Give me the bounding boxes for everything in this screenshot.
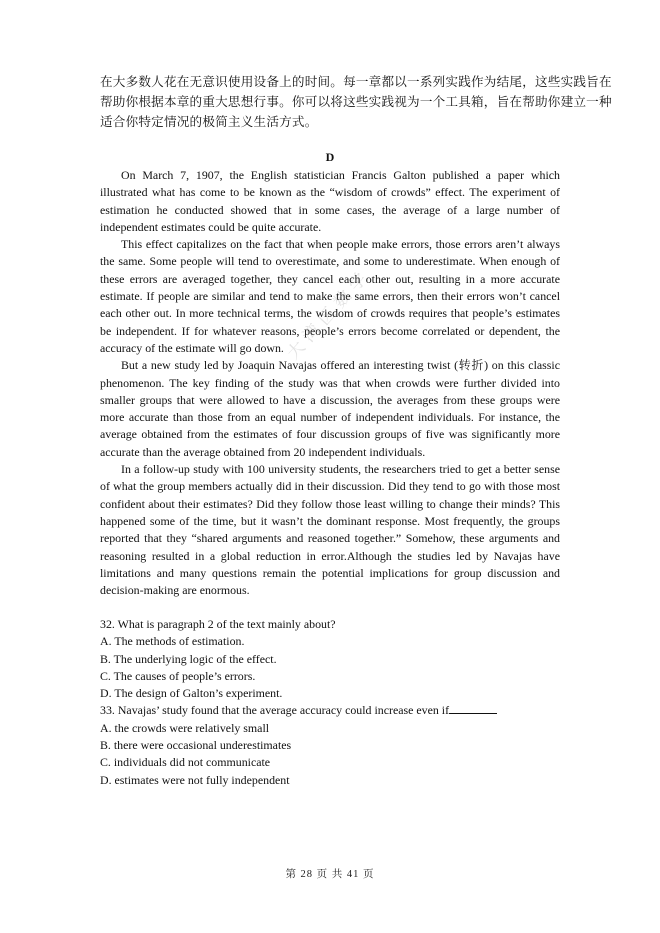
answer-option: C. individuals did not communicate [100, 755, 271, 770]
passage-body [100, 167, 560, 599]
paragraph: But a new study led by Joaquin Navajas offered an interesting twist (转折) on this classic phenomenon. The key finding of the study was that when crowds were further divided into smaller groups that were allowed to have a discussion, the averages from these groups were more accurate than those from an equal number of independent individuals. For instance, the average obtained from the estimates of four discussion groups of five was significantly more accurate than the average obtained from 20 independent individuals. [100, 358, 560, 459]
paragraph: This effect capitalizes on the fact that when people make errors, those errors aren’t always the same. Some people will tend to overestimate, and some to underestimate. When enough of these errors are averaged together, they cancel each other out, resulting in a more accurate estimate. If people are similar and tend to make the same errors, then their errors won’t cancel each other out. In more technical terms, the wisdom of crowds requires that people’s estimates be independent. If for whatever reasons, people’s errors become correlated or dependent, the accuracy of the estimate will go down. [100, 237, 560, 355]
question-stem: 32. What is paragraph 2 of the text mainly about? [100, 617, 336, 631]
section-heading: D [325, 150, 335, 164]
answer-option: B. there were occasional underestimates [100, 738, 292, 753]
paragraph: On March 7, 1907, the English statistician Francis Galton published a paper which illustrated what has come to be known as the “wisdom of crowds” effect. The experiment of estimation he conducted showed that in some cases, the average of a large number of independent estimates could be quite accurate. [100, 168, 560, 234]
answer-option: A. The methods of estimation. [100, 634, 245, 649]
answer-option: A. the crowds were relatively small [100, 720, 270, 735]
questions-section [100, 616, 560, 789]
intro-line: 在大多数人花在无意识使用设备上的时间。每一章都以一系列实践作为结尾，这些实践旨在 [100, 75, 612, 89]
answer-option: B. The underlying logic of the effect. [100, 651, 277, 666]
intro-line: 帮助你根据本章的重大思想行事。你可以将这些实践视为一个工具箱，旨在帮助你建立一种 [100, 95, 612, 109]
intro-line: 适合你特定情况的极简主义生活方式。 [100, 115, 318, 129]
intro-text [100, 72, 612, 132]
answer-option: D. estimates were not fully independent [100, 772, 290, 787]
question-stem-line [100, 702, 560, 719]
answer-option: D. The design of Galton’s experiment. [100, 686, 283, 701]
paragraph: In a follow-up study with 100 university students, the researchers tried to get a better sense of what the group members actually did in their discussion. Did they tend to go with those most confident about their estimates? Did they follow those least willing to change their minds? This happened some of the time, but it wasn’t the dominant response. Most frequently, the groups reported that they “shared arguments and reasoned together.” Somehow, these arguments and reasoning resulted in a global reduction in error.Although the studies led by Navajas have limitations and many questions remain the potential implications for group discussion and decision-making are enormous. [100, 462, 560, 598]
question-stem: 33. Navajas’ study found that the average accuracy could increase even if [100, 703, 450, 718]
answer-option: C. The causes of people’s errors. [100, 668, 256, 683]
answer-blank [449, 702, 497, 714]
page-number-footer: 第 28 页 共 41 页 [285, 869, 375, 880]
watermark: 大湾区数学 [283, 264, 375, 363]
